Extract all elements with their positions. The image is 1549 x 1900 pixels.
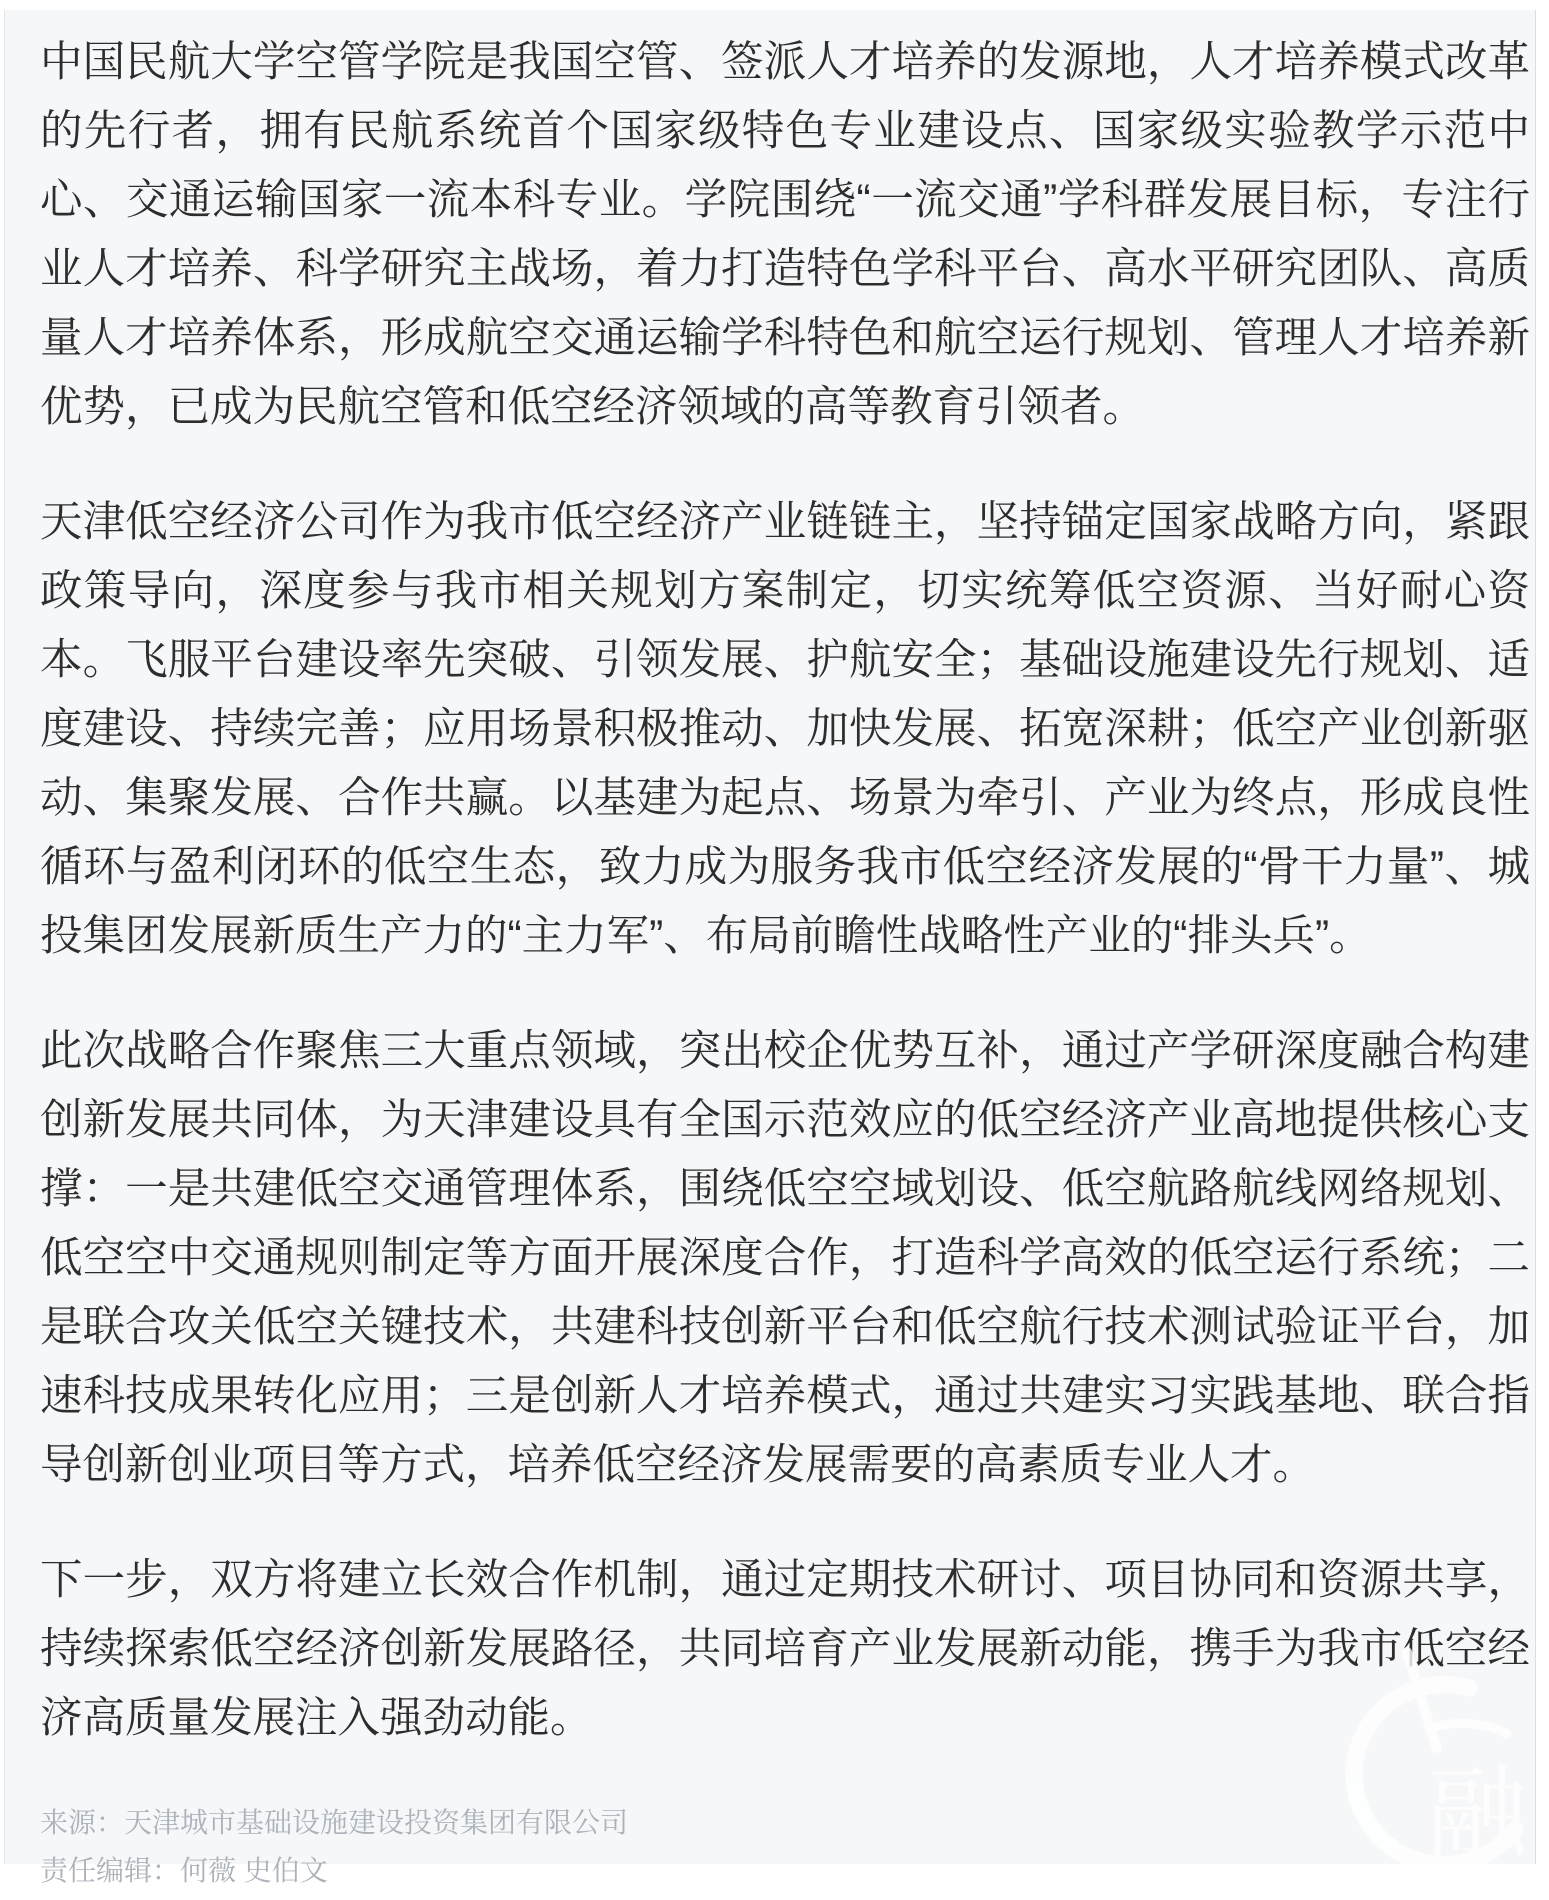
editor-line: 责任编辑：何薇 史伯文 [40,1855,328,1886]
source-line: 来源：天津城市基础设施建设投资集团有限公司 [40,1807,629,1838]
article-body [5,10,1535,1895]
article-paragraph-3: 此次战略合作聚焦三大重点领域，突出校企优势互补，通过产学研深度融合构建创新发展共同体，为天津建设具有全国示范效应的低空经济产业高地提供核心支撑：一是共建低空交通管理体系，围绕低空空域划设、低空航路航线网络规划、低空空中交通规则制定等方面开展深度合作，打造科学高效的低空运行系统；二是联合攻关低空关键技术，共建科技创新平台和低空航行技术测试验证平台，加速科技成果转化应用；三是创新人才培养模式，通过共建实习实践基地、联合指导创新创业项目等方式，培养低空经济发展需要的高素质专业人才。 [40,1028,1530,1489]
article-panel [4,10,1536,1886]
watermark-glyph: 融 [1427,1758,1527,1870]
article-meta [40,1799,1530,1895]
article-paragraph-1: 中国民航大学空管学院是我国空管、签派人才培养的发源地，人才培养模式改革的先行者，拥有民航系统首个国家级特色专业建设点、国家级实验教学示范中心、交通运输国家一流本科专业。学院围绕“一流交通”学科群发展目标，专注行业人才培养、科学研究主战场，着力打造特色学科平台、高水平研究团队、高质量人才培养体系，形成航空交通运输学科特色和航空运行规划、管理人才培养新优势，已成为民航空管和低空经济领域的高等教育引领者。 [40,39,1530,431]
article-paragraph-2: 天津低空经济公司作为我市低空经济产业链链主，坚持锚定国家战略方向，紧跟政策导向，深度参与我市相关规划方案制定，切实统筹低空资源、当好耐心资本。飞服平台建设率先突破、引领发展、护航安全；基础设施建设先行规划、适度建设、持续完善；应用场景积极推动、加快发展、拓宽深耕；低空产业创新驱动、集聚发展、合作共赢。以基建为起点、场景为牵引、产业为终点，形成良性循环与盈利闭环的低空生态，致力成为服务我市低空经济发展的“骨干力量”、城投集团发展新质生产力的“主力军”、布局前瞻性战略性产业的“排头兵”。 [40,499,1530,960]
article-paragraph-4: 下一步，双方将建立长效合作机制，通过定期技术研讨、项目协同和资源共享，持续探索低空经济创新发展路径，共同培育产业发展新动能，携手为我市低空经济高质量发展注入强劲动能。 [40,1557,1530,1742]
